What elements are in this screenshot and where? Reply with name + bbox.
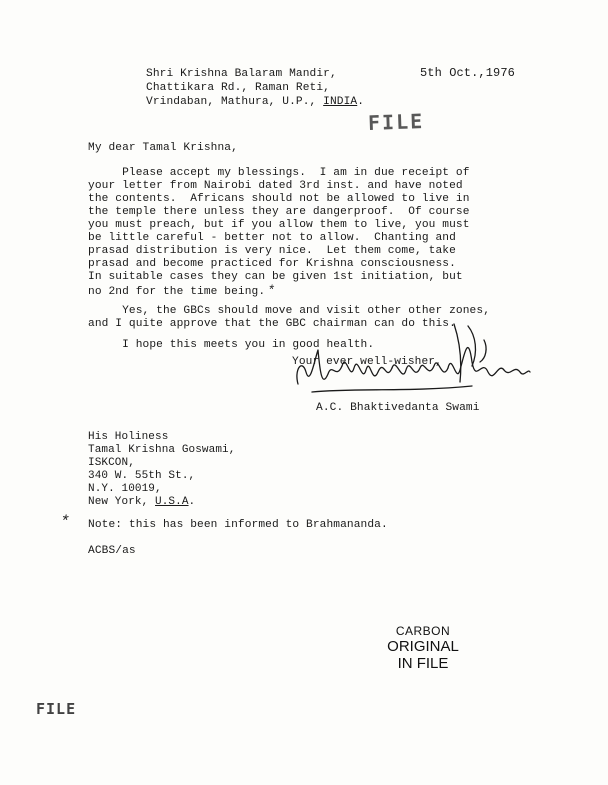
closing: Your ever well-wisher, [292, 356, 442, 368]
body-line: the temple there unless they are dangerproof. Of course [88, 206, 470, 218]
signatory-name: A.C. Bhaktivedanta Swami [316, 402, 480, 414]
body-line: and I quite approve that the GBC chairman can do this. [88, 318, 456, 330]
carbon-stamp-line-2: ORIGINAL [387, 638, 459, 655]
typist-initials: ACBS/as [88, 545, 136, 557]
body-line: prasad distribution is very nice. Let them come, take [88, 245, 456, 257]
recipient-line-1: His Holiness [88, 431, 169, 443]
sender-line-3-prefix: Vrindaban, Mathura, U.P., [146, 96, 324, 108]
carbon-stamp-line-1: CARBON [395, 624, 451, 638]
sender-line-2: Chattikara Rd., Raman Reti, [146, 82, 330, 94]
note-text: Note: this has been informed to Brahmananda. [88, 519, 388, 531]
sender-line-3-suffix: . [357, 96, 365, 108]
body-line: Yes, the GBCs should move and visit other other zones, [88, 305, 491, 317]
body-line: you must preach, but if you allow them to live, you must [88, 219, 470, 231]
recipient-country: U.S.A [155, 496, 189, 508]
body-line: prasad and become practiced for Krishna consciousness. [88, 258, 456, 270]
recipient-line-6-prefix: New York, [88, 496, 156, 508]
recipient-line-6-suffix: . [188, 496, 196, 508]
file-stamp: FILE [367, 109, 425, 135]
sender-country: INDIA [323, 96, 358, 108]
body-line-last [88, 284, 275, 299]
carbon-original-stamp [378, 624, 468, 672]
body-line: the contents. Africans should not be allowed to live in [88, 193, 470, 205]
recipient-line-3: ISKCON, [88, 457, 135, 469]
handwritten-signature [292, 322, 532, 402]
note-asterisk-mark: * [60, 513, 70, 531]
body-line: I hope this meets you in good health. [88, 339, 375, 351]
recipient-line-5: N.Y. 10019, [88, 483, 162, 495]
letter-date: 5th Oct.,1976 [420, 66, 515, 80]
body-line: In suitable cases they can be given 1st initiation, but [88, 271, 463, 283]
recipient-line-4: 340 W. 55th St., [88, 470, 196, 482]
file-stamp-bottom: FILE [36, 700, 77, 718]
body-line: Please accept my blessings. I am in due receipt of [88, 167, 470, 179]
asterisk-mark: * [267, 283, 276, 298]
recipient-line-2: Tamal Krishna Goswami, [88, 444, 236, 456]
carbon-stamp-line-3: IN FILE [397, 655, 449, 672]
recipient-line-6 [88, 496, 195, 509]
sender-line-1: Shri Krishna Balaram Mandir, [146, 68, 337, 80]
body-line: be little careful - better not to allow. Chanting and [88, 232, 456, 244]
sender-line-3 [146, 96, 364, 109]
body-line-text: no 2nd for the time being. [88, 286, 266, 298]
body-line: your letter from Nairobi dated 3rd inst. and have noted [88, 180, 463, 192]
salutation: My dear Tamal Krishna, [88, 142, 238, 154]
